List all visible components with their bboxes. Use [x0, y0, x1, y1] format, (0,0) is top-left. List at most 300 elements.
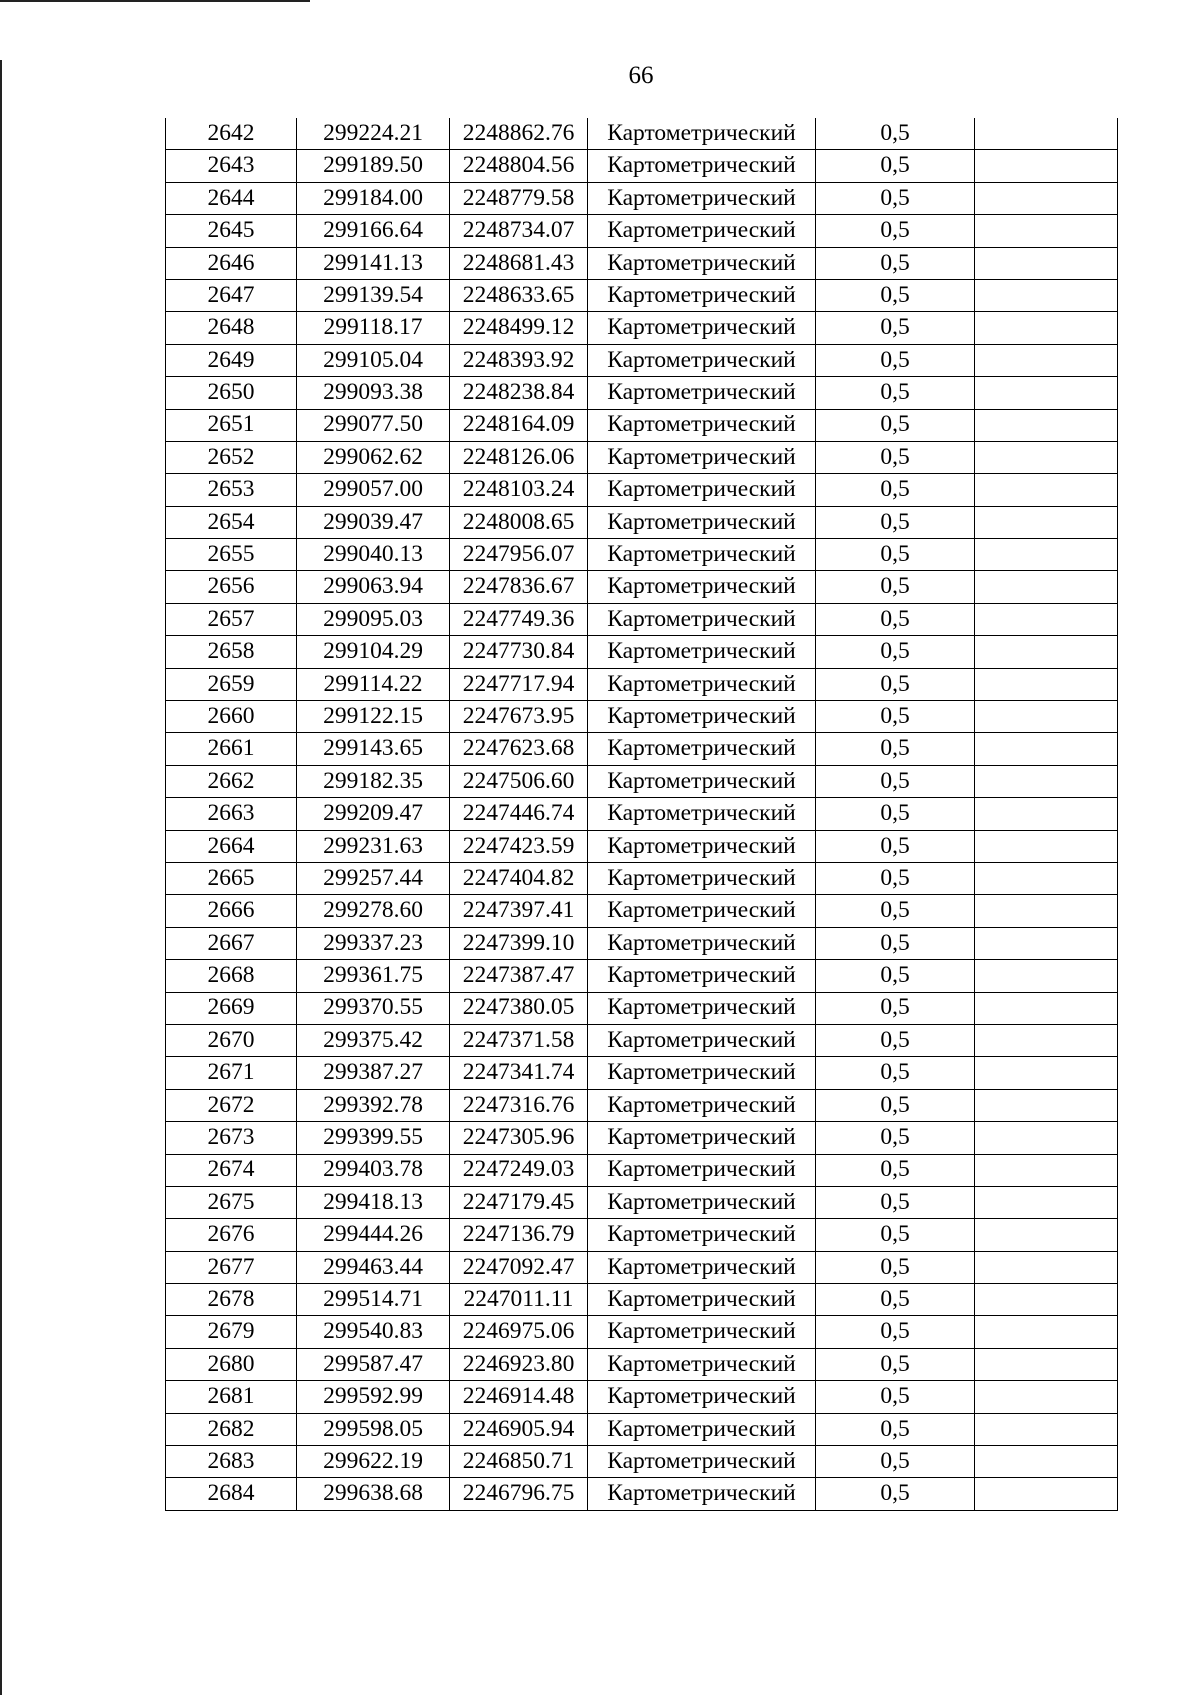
- method-cell: Картометрический: [588, 247, 816, 279]
- y-coordinate-cell: 2248008.65: [450, 506, 588, 538]
- y-coordinate-cell: 2246850.71: [450, 1446, 588, 1478]
- x-coordinate-cell: 299122.15: [297, 701, 450, 733]
- table-row: [166, 118, 1118, 150]
- accuracy-cell: 0,5: [816, 862, 975, 894]
- accuracy-cell: 0,5: [816, 1219, 975, 1251]
- accuracy-cell: 0,5: [816, 1122, 975, 1154]
- note-cell: [975, 992, 1118, 1024]
- method-cell: Картометрический: [588, 441, 816, 473]
- note-cell: [975, 344, 1118, 376]
- accuracy-cell: 0,5: [816, 1024, 975, 1056]
- note-cell: [975, 1478, 1118, 1510]
- note-cell: [975, 150, 1118, 182]
- accuracy-cell: 0,5: [816, 1348, 975, 1380]
- table-row: [166, 830, 1118, 862]
- accuracy-cell: 0,5: [816, 409, 975, 441]
- table-row: [166, 1251, 1118, 1283]
- note-cell: [975, 506, 1118, 538]
- x-coordinate-cell: 299114.22: [297, 668, 450, 700]
- note-cell: [975, 1284, 1118, 1316]
- x-coordinate-cell: 299403.78: [297, 1154, 450, 1186]
- method-cell: Картометрический: [588, 1251, 816, 1283]
- accuracy-cell: 0,5: [816, 279, 975, 311]
- table-row: [166, 1057, 1118, 1089]
- y-coordinate-cell: 2247179.45: [450, 1186, 588, 1218]
- accuracy-cell: 0,5: [816, 1154, 975, 1186]
- method-cell: Картометрический: [588, 344, 816, 376]
- method-cell: Картометрический: [588, 215, 816, 247]
- y-coordinate-cell: 2247956.07: [450, 539, 588, 571]
- method-cell: Картометрический: [588, 474, 816, 506]
- x-coordinate-cell: 299166.64: [297, 215, 450, 247]
- coordinates-table: [165, 118, 1118, 1511]
- note-cell: [975, 215, 1118, 247]
- accuracy-cell: 0,5: [816, 1186, 975, 1218]
- note-cell: [975, 539, 1118, 571]
- accuracy-cell: 0,5: [816, 377, 975, 409]
- method-cell: Картометрический: [588, 1381, 816, 1413]
- accuracy-cell: 0,5: [816, 571, 975, 603]
- accuracy-cell: 0,5: [816, 344, 975, 376]
- table-row: [166, 798, 1118, 830]
- point-number-cell: 2660: [166, 701, 297, 733]
- table-row: [166, 668, 1118, 700]
- point-number-cell: 2664: [166, 830, 297, 862]
- method-cell: Картометрический: [588, 992, 816, 1024]
- method-cell: Картометрический: [588, 1413, 816, 1445]
- y-coordinate-cell: 2247749.36: [450, 603, 588, 635]
- point-number-cell: 2656: [166, 571, 297, 603]
- table-row: [166, 1316, 1118, 1348]
- table-row: [166, 960, 1118, 992]
- x-coordinate-cell: 299182.35: [297, 765, 450, 797]
- y-coordinate-cell: 2247730.84: [450, 636, 588, 668]
- point-number-cell: 2675: [166, 1186, 297, 1218]
- method-cell: Картометрический: [588, 603, 816, 635]
- note-cell: [975, 1122, 1118, 1154]
- method-cell: Картометрический: [588, 539, 816, 571]
- x-coordinate-cell: 299139.54: [297, 279, 450, 311]
- table-row: [166, 1381, 1118, 1413]
- x-coordinate-cell: 299063.94: [297, 571, 450, 603]
- method-cell: Картометрический: [588, 895, 816, 927]
- y-coordinate-cell: 2247623.68: [450, 733, 588, 765]
- x-coordinate-cell: 299370.55: [297, 992, 450, 1024]
- accuracy-cell: 0,5: [816, 1251, 975, 1283]
- table-row: [166, 344, 1118, 376]
- y-coordinate-cell: 2247506.60: [450, 765, 588, 797]
- table-row: [166, 247, 1118, 279]
- point-number-cell: 2652: [166, 441, 297, 473]
- accuracy-cell: 0,5: [816, 539, 975, 571]
- y-coordinate-cell: 2247423.59: [450, 830, 588, 862]
- y-coordinate-cell: 2248499.12: [450, 312, 588, 344]
- accuracy-cell: 0,5: [816, 441, 975, 473]
- y-coordinate-cell: 2247387.47: [450, 960, 588, 992]
- x-coordinate-cell: 299105.04: [297, 344, 450, 376]
- x-coordinate-cell: 299337.23: [297, 927, 450, 959]
- x-coordinate-cell: 299463.44: [297, 1251, 450, 1283]
- point-number-cell: 2668: [166, 960, 297, 992]
- note-cell: [975, 1057, 1118, 1089]
- point-number-cell: 2659: [166, 668, 297, 700]
- y-coordinate-cell: 2246905.94: [450, 1413, 588, 1445]
- x-coordinate-cell: 299399.55: [297, 1122, 450, 1154]
- table-row: [166, 474, 1118, 506]
- table-row: [166, 150, 1118, 182]
- y-coordinate-cell: 2246975.06: [450, 1316, 588, 1348]
- y-coordinate-cell: 2247717.94: [450, 668, 588, 700]
- x-coordinate-cell: 299224.21: [297, 118, 450, 150]
- note-cell: [975, 668, 1118, 700]
- y-coordinate-cell: 2247305.96: [450, 1122, 588, 1154]
- method-cell: Картометрический: [588, 1284, 816, 1316]
- x-coordinate-cell: 299444.26: [297, 1219, 450, 1251]
- table-row: [166, 571, 1118, 603]
- point-number-cell: 2673: [166, 1122, 297, 1154]
- table-row: [166, 895, 1118, 927]
- y-coordinate-cell: 2248238.84: [450, 377, 588, 409]
- point-number-cell: 2672: [166, 1089, 297, 1121]
- x-coordinate-cell: 299118.17: [297, 312, 450, 344]
- y-coordinate-cell: 2247341.74: [450, 1057, 588, 1089]
- point-number-cell: 2650: [166, 377, 297, 409]
- note-cell: [975, 927, 1118, 959]
- method-cell: Картометрический: [588, 1446, 816, 1478]
- note-cell: [975, 247, 1118, 279]
- page-number: 66: [628, 62, 654, 89]
- point-number-cell: 2669: [166, 992, 297, 1024]
- accuracy-cell: 0,5: [816, 118, 975, 150]
- y-coordinate-cell: 2247673.95: [450, 701, 588, 733]
- method-cell: Картометрический: [588, 312, 816, 344]
- method-cell: Картометрический: [588, 1154, 816, 1186]
- y-coordinate-cell: 2248103.24: [450, 474, 588, 506]
- y-coordinate-cell: 2248164.09: [450, 409, 588, 441]
- note-cell: [975, 1186, 1118, 1218]
- table-row: [166, 1122, 1118, 1154]
- note-cell: [975, 960, 1118, 992]
- y-coordinate-cell: 2247249.03: [450, 1154, 588, 1186]
- table-row: [166, 1024, 1118, 1056]
- point-number-cell: 2647: [166, 279, 297, 311]
- point-number-cell: 2680: [166, 1348, 297, 1380]
- x-coordinate-cell: 299209.47: [297, 798, 450, 830]
- x-coordinate-cell: 299540.83: [297, 1316, 450, 1348]
- table-row: [166, 1154, 1118, 1186]
- point-number-cell: 2662: [166, 765, 297, 797]
- x-coordinate-cell: 299093.38: [297, 377, 450, 409]
- y-coordinate-cell: 2246923.80: [450, 1348, 588, 1380]
- point-number-cell: 2684: [166, 1478, 297, 1510]
- point-number-cell: 2661: [166, 733, 297, 765]
- accuracy-cell: 0,5: [816, 1057, 975, 1089]
- table-row: [166, 701, 1118, 733]
- note-cell: [975, 798, 1118, 830]
- x-coordinate-cell: 299189.50: [297, 150, 450, 182]
- point-number-cell: 2666: [166, 895, 297, 927]
- point-number-cell: 2649: [166, 344, 297, 376]
- x-coordinate-cell: 299387.27: [297, 1057, 450, 1089]
- accuracy-cell: 0,5: [816, 150, 975, 182]
- accuracy-cell: 0,5: [816, 636, 975, 668]
- x-coordinate-cell: 299057.00: [297, 474, 450, 506]
- y-coordinate-cell: 2247399.10: [450, 927, 588, 959]
- table-row: [166, 1284, 1118, 1316]
- note-cell: [975, 1024, 1118, 1056]
- note-cell: [975, 701, 1118, 733]
- note-cell: [975, 603, 1118, 635]
- method-cell: Картометрический: [588, 701, 816, 733]
- method-cell: Картометрический: [588, 1089, 816, 1121]
- x-coordinate-cell: 299104.29: [297, 636, 450, 668]
- note-cell: [975, 1251, 1118, 1283]
- table-row: [166, 312, 1118, 344]
- method-cell: Картометрический: [588, 279, 816, 311]
- table-row: [166, 992, 1118, 1024]
- point-number-cell: 2658: [166, 636, 297, 668]
- accuracy-cell: 0,5: [816, 668, 975, 700]
- table-row: [166, 1446, 1118, 1478]
- accuracy-cell: 0,5: [816, 1446, 975, 1478]
- y-coordinate-cell: 2246796.75: [450, 1478, 588, 1510]
- point-number-cell: 2678: [166, 1284, 297, 1316]
- y-coordinate-cell: 2247136.79: [450, 1219, 588, 1251]
- table-row: [166, 1089, 1118, 1121]
- note-cell: [975, 1381, 1118, 1413]
- x-coordinate-cell: 299598.05: [297, 1413, 450, 1445]
- method-cell: Картометрический: [588, 765, 816, 797]
- point-number-cell: 2674: [166, 1154, 297, 1186]
- point-number-cell: 2670: [166, 1024, 297, 1056]
- x-coordinate-cell: 299392.78: [297, 1089, 450, 1121]
- table-row: [166, 441, 1118, 473]
- note-cell: [975, 765, 1118, 797]
- y-coordinate-cell: 2248126.06: [450, 441, 588, 473]
- method-cell: Картометрический: [588, 960, 816, 992]
- method-cell: Картометрический: [588, 506, 816, 538]
- x-coordinate-cell: 299095.03: [297, 603, 450, 635]
- y-coordinate-cell: 2248681.43: [450, 247, 588, 279]
- table-row: [166, 636, 1118, 668]
- accuracy-cell: 0,5: [816, 1381, 975, 1413]
- accuracy-cell: 0,5: [816, 312, 975, 344]
- point-number-cell: 2646: [166, 247, 297, 279]
- x-coordinate-cell: 299077.50: [297, 409, 450, 441]
- method-cell: Картометрический: [588, 830, 816, 862]
- note-cell: [975, 1348, 1118, 1380]
- accuracy-cell: 0,5: [816, 798, 975, 830]
- accuracy-cell: 0,5: [816, 830, 975, 862]
- table-row: [166, 1478, 1118, 1510]
- x-coordinate-cell: 299622.19: [297, 1446, 450, 1478]
- method-cell: Картометрический: [588, 182, 816, 214]
- method-cell: Картометрический: [588, 668, 816, 700]
- table-row: [166, 377, 1118, 409]
- y-coordinate-cell: 2247397.41: [450, 895, 588, 927]
- note-cell: [975, 571, 1118, 603]
- point-number-cell: 2676: [166, 1219, 297, 1251]
- accuracy-cell: 0,5: [816, 215, 975, 247]
- accuracy-cell: 0,5: [816, 733, 975, 765]
- note-cell: [975, 377, 1118, 409]
- x-coordinate-cell: 299587.47: [297, 1348, 450, 1380]
- accuracy-cell: 0,5: [816, 247, 975, 279]
- accuracy-cell: 0,5: [816, 1316, 975, 1348]
- table-row: [166, 603, 1118, 635]
- method-cell: Картометрический: [588, 118, 816, 150]
- note-cell: [975, 441, 1118, 473]
- method-cell: Картометрический: [588, 927, 816, 959]
- accuracy-cell: 0,5: [816, 960, 975, 992]
- x-coordinate-cell: 299361.75: [297, 960, 450, 992]
- method-cell: Картометрический: [588, 571, 816, 603]
- y-coordinate-cell: 2247316.76: [450, 1089, 588, 1121]
- note-cell: [975, 312, 1118, 344]
- note-cell: [975, 895, 1118, 927]
- y-coordinate-cell: 2248779.58: [450, 182, 588, 214]
- table-row: [166, 539, 1118, 571]
- note-cell: [975, 1089, 1118, 1121]
- method-cell: Картометрический: [588, 150, 816, 182]
- method-cell: Картометрический: [588, 798, 816, 830]
- point-number-cell: 2648: [166, 312, 297, 344]
- method-cell: Картометрический: [588, 1348, 816, 1380]
- x-coordinate-cell: 299592.99: [297, 1381, 450, 1413]
- method-cell: Картометрический: [588, 377, 816, 409]
- point-number-cell: 2671: [166, 1057, 297, 1089]
- y-coordinate-cell: 2247380.05: [450, 992, 588, 1024]
- x-coordinate-cell: 299514.71: [297, 1284, 450, 1316]
- method-cell: Картометрический: [588, 733, 816, 765]
- y-coordinate-cell: 2248734.07: [450, 215, 588, 247]
- x-coordinate-cell: 299231.63: [297, 830, 450, 862]
- point-number-cell: 2642: [166, 118, 297, 150]
- point-number-cell: 2654: [166, 506, 297, 538]
- x-coordinate-cell: 299278.60: [297, 895, 450, 927]
- y-coordinate-cell: 2248393.92: [450, 344, 588, 376]
- accuracy-cell: 0,5: [816, 927, 975, 959]
- point-number-cell: 2663: [166, 798, 297, 830]
- table-row: [166, 1413, 1118, 1445]
- method-cell: Картометрический: [588, 1122, 816, 1154]
- y-coordinate-cell: 2248633.65: [450, 279, 588, 311]
- table-row: [166, 215, 1118, 247]
- point-number-cell: 2655: [166, 539, 297, 571]
- table-row: [166, 927, 1118, 959]
- note-cell: [975, 1446, 1118, 1478]
- x-coordinate-cell: 299039.47: [297, 506, 450, 538]
- accuracy-cell: 0,5: [816, 506, 975, 538]
- note-cell: [975, 1219, 1118, 1251]
- accuracy-cell: 0,5: [816, 1413, 975, 1445]
- note-cell: [975, 409, 1118, 441]
- table-row: [166, 409, 1118, 441]
- method-cell: Картометрический: [588, 1057, 816, 1089]
- note-cell: [975, 1316, 1118, 1348]
- point-number-cell: 2643: [166, 150, 297, 182]
- x-coordinate-cell: 299184.00: [297, 182, 450, 214]
- x-coordinate-cell: 299375.42: [297, 1024, 450, 1056]
- note-cell: [975, 1413, 1118, 1445]
- point-number-cell: 2644: [166, 182, 297, 214]
- y-coordinate-cell: 2247092.47: [450, 1251, 588, 1283]
- y-coordinate-cell: 2248804.56: [450, 150, 588, 182]
- y-coordinate-cell: 2248862.76: [450, 118, 588, 150]
- x-coordinate-cell: 299143.65: [297, 733, 450, 765]
- table-row: [166, 182, 1118, 214]
- point-number-cell: 2653: [166, 474, 297, 506]
- accuracy-cell: 0,5: [816, 1284, 975, 1316]
- method-cell: Картометрический: [588, 1219, 816, 1251]
- note-cell: [975, 733, 1118, 765]
- point-number-cell: 2667: [166, 927, 297, 959]
- note-cell: [975, 636, 1118, 668]
- point-number-cell: 2677: [166, 1251, 297, 1283]
- accuracy-cell: 0,5: [816, 182, 975, 214]
- table-row: [166, 1186, 1118, 1218]
- x-coordinate-cell: 299638.68: [297, 1478, 450, 1510]
- coordinates-table-body: [166, 118, 1118, 1510]
- x-coordinate-cell: 299062.62: [297, 441, 450, 473]
- table-row: [166, 506, 1118, 538]
- point-number-cell: 2645: [166, 215, 297, 247]
- accuracy-cell: 0,5: [816, 1478, 975, 1510]
- accuracy-cell: 0,5: [816, 701, 975, 733]
- note-cell: [975, 279, 1118, 311]
- point-number-cell: 2665: [166, 862, 297, 894]
- point-number-cell: 2683: [166, 1446, 297, 1478]
- table-row: [166, 765, 1118, 797]
- point-number-cell: 2657: [166, 603, 297, 635]
- y-coordinate-cell: 2247404.82: [450, 862, 588, 894]
- y-coordinate-cell: 2247446.74: [450, 798, 588, 830]
- x-coordinate-cell: 299418.13: [297, 1186, 450, 1218]
- x-coordinate-cell: 299141.13: [297, 247, 450, 279]
- note-cell: [975, 182, 1118, 214]
- point-number-cell: 2679: [166, 1316, 297, 1348]
- accuracy-cell: 0,5: [816, 992, 975, 1024]
- method-cell: Картометрический: [588, 1316, 816, 1348]
- y-coordinate-cell: 2247371.58: [450, 1024, 588, 1056]
- point-number-cell: 2682: [166, 1413, 297, 1445]
- table-row: [166, 279, 1118, 311]
- table-row: [166, 862, 1118, 894]
- accuracy-cell: 0,5: [816, 765, 975, 797]
- x-coordinate-cell: 299257.44: [297, 862, 450, 894]
- point-number-cell: 2681: [166, 1381, 297, 1413]
- note-cell: [975, 118, 1118, 150]
- method-cell: Картометрический: [588, 1186, 816, 1218]
- page-edge-line: [0, 0, 310, 2]
- method-cell: Картометрический: [588, 636, 816, 668]
- point-number-cell: 2651: [166, 409, 297, 441]
- table-row: [166, 733, 1118, 765]
- y-coordinate-cell: 2247011.11: [450, 1284, 588, 1316]
- method-cell: Картометрический: [588, 862, 816, 894]
- page-left-edge: [0, 60, 2, 1695]
- table-row: [166, 1348, 1118, 1380]
- note-cell: [975, 862, 1118, 894]
- accuracy-cell: 0,5: [816, 474, 975, 506]
- note-cell: [975, 830, 1118, 862]
- note-cell: [975, 474, 1118, 506]
- x-coordinate-cell: 299040.13: [297, 539, 450, 571]
- accuracy-cell: 0,5: [816, 1089, 975, 1121]
- table-row: [166, 1219, 1118, 1251]
- note-cell: [975, 1154, 1118, 1186]
- accuracy-cell: 0,5: [816, 603, 975, 635]
